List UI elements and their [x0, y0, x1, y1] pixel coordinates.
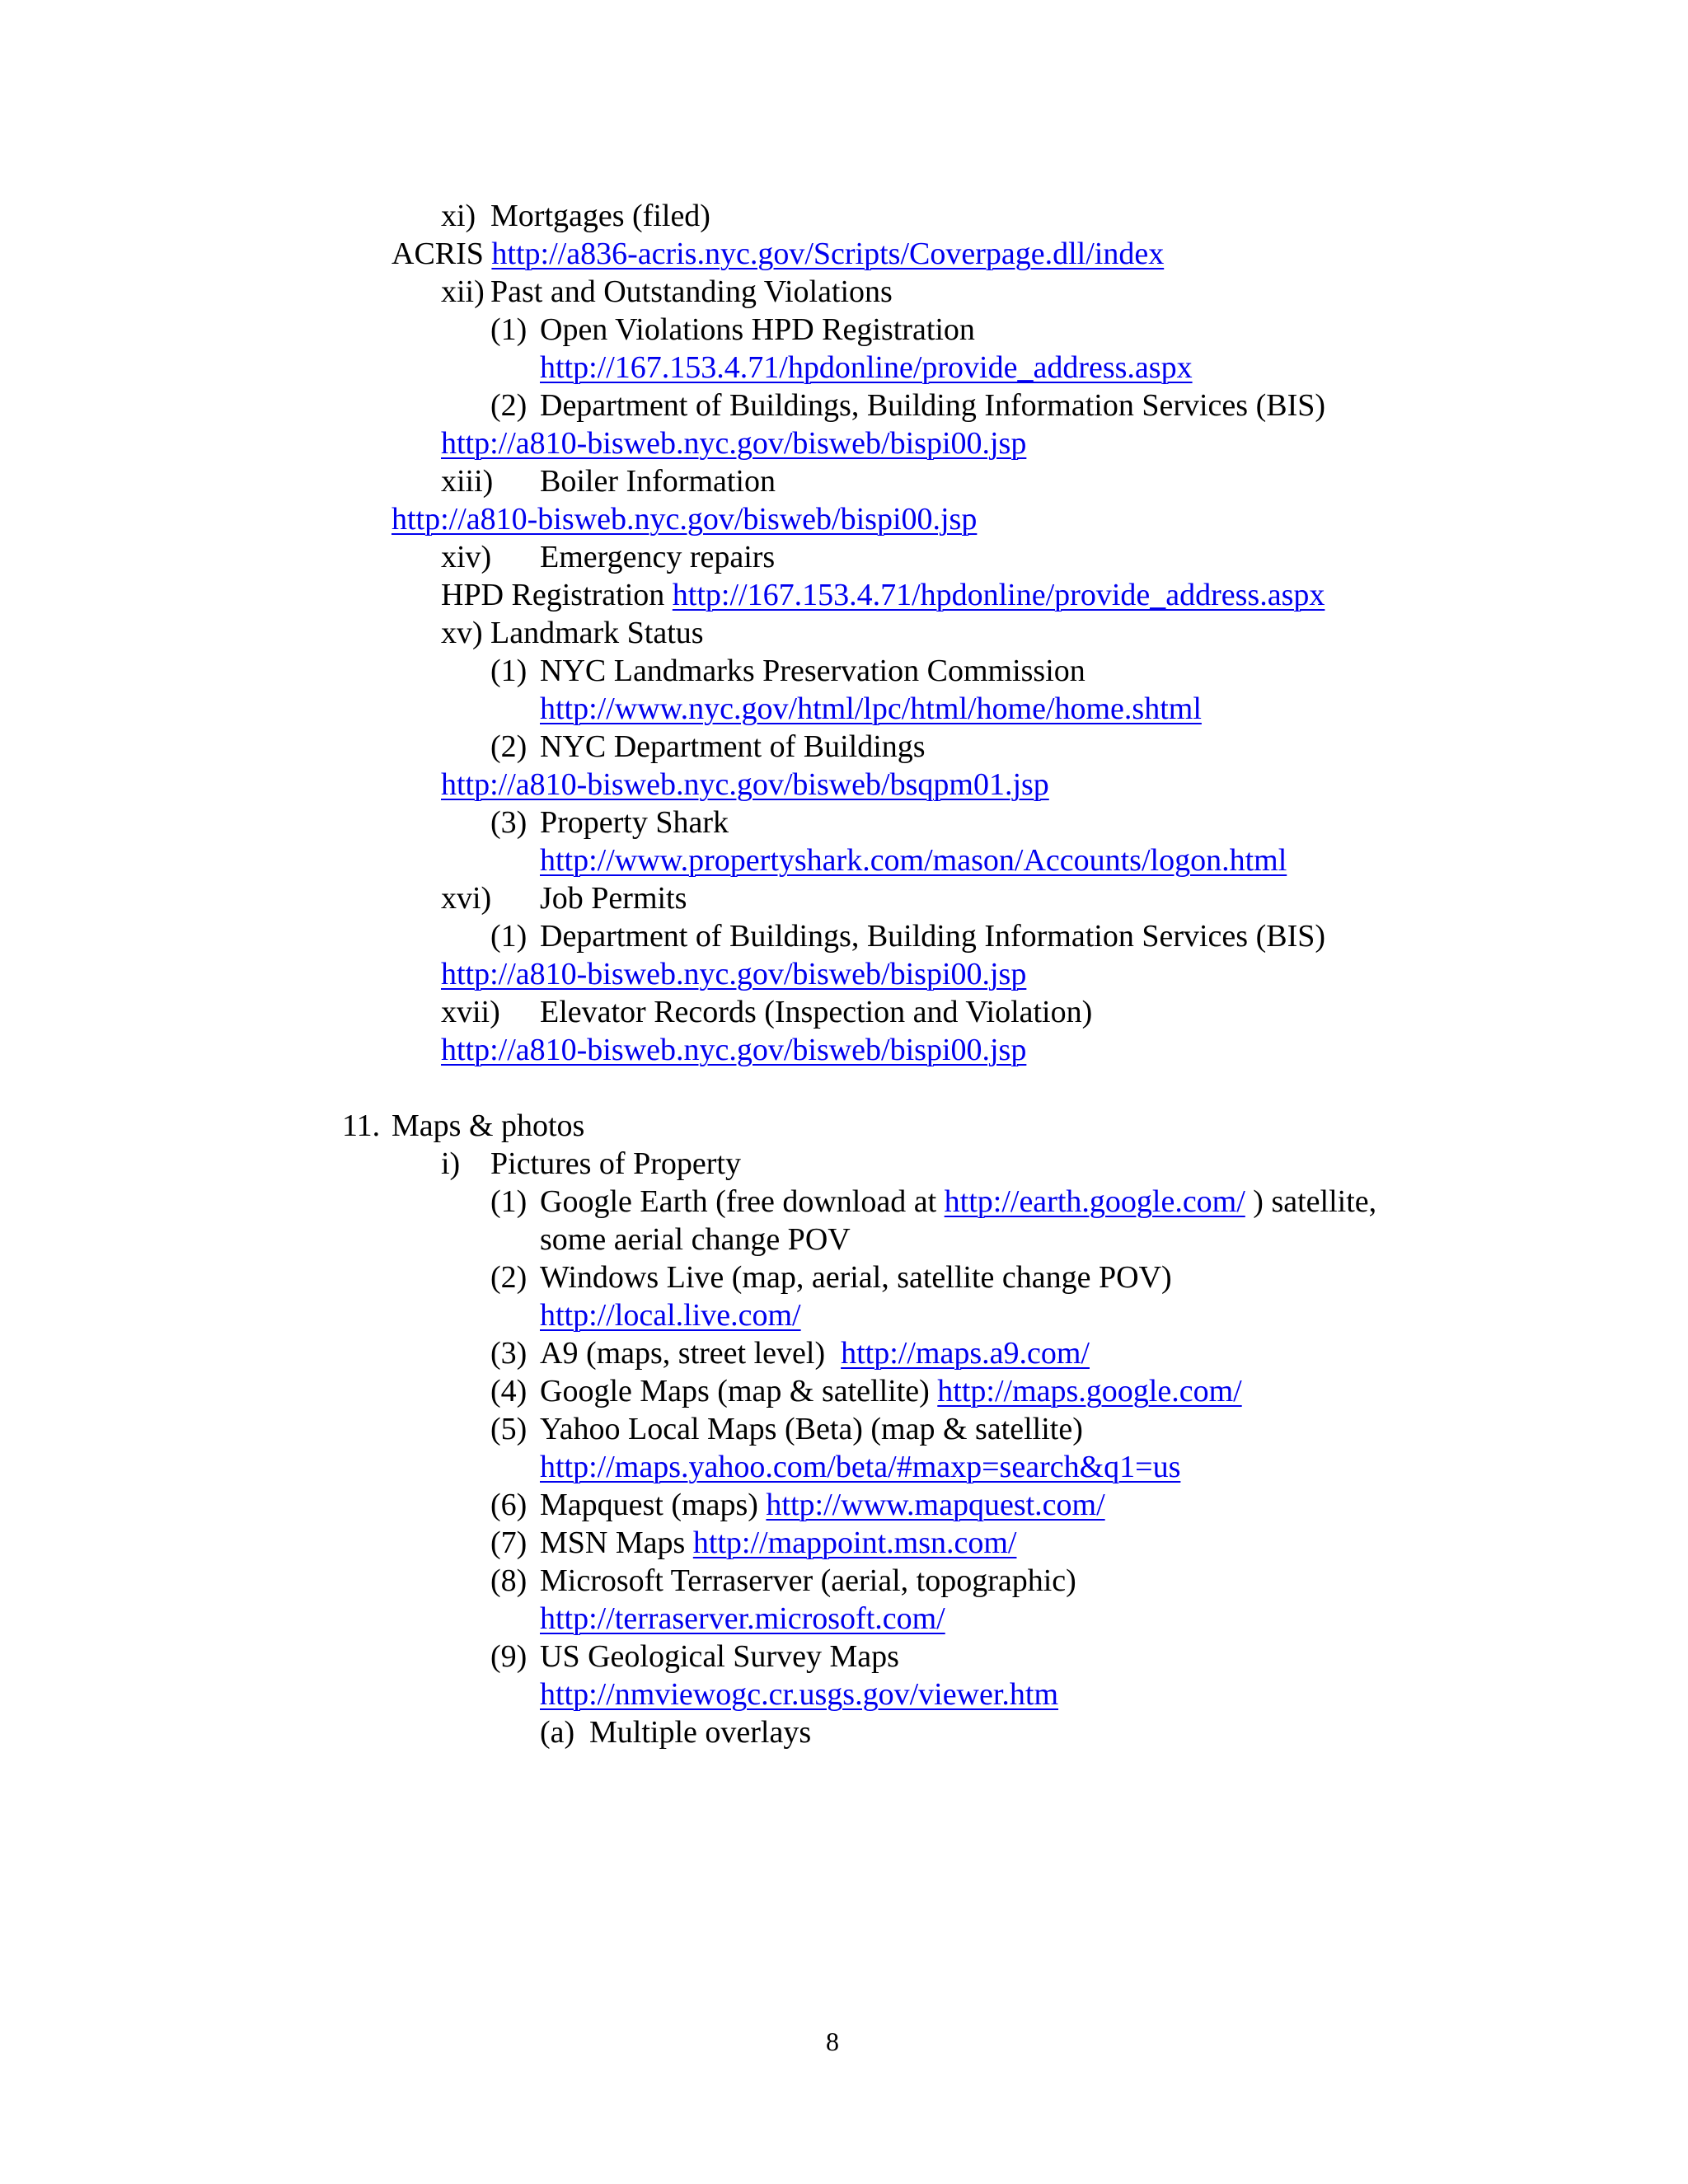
item-i-9: (9) US Geological Survey Maps	[490, 1639, 899, 1674]
propertyshark-link-line	[540, 841, 1287, 879]
lpc-link[interactable]: http://www.nyc.gov/html/lpc/html/home/home.shtml	[540, 691, 1202, 726]
item-i-8: (8) Microsoft Terraserver (aerial, topographic)	[490, 1563, 1076, 1598]
bsqpm-link-line	[441, 766, 1049, 804]
mapquest-link[interactable]: http://www.mapquest.com/	[766, 1488, 1105, 1522]
item-i-7: (7) MSN Maps http://mappoint.msn.com/	[490, 1526, 1017, 1560]
msn-maps-link[interactable]: http://mappoint.msn.com/	[692, 1526, 1017, 1560]
item-xi: xi) Mortgages (filed)	[441, 199, 710, 233]
boiler-bis-link[interactable]: http://a810-bisweb.nyc.gov/bisweb/bispi00.jsp	[392, 502, 978, 537]
item-xiv: xiv) Emergency repairs	[441, 540, 776, 574]
windows-live-link-line	[540, 1296, 801, 1334]
elevator-link-line	[441, 1031, 1026, 1069]
item-i-3: (3) A9 (maps, street level) http://maps.a9.com/	[490, 1336, 1090, 1371]
bis-link[interactable]: http://a810-bisweb.nyc.gov/bisweb/bispi00.jsp	[441, 426, 1027, 461]
lpc-link-line	[540, 690, 1202, 728]
hpd-registration-link[interactable]: http://167.153.4.71/hpdonline/provide_address.aspx	[672, 578, 1325, 612]
yahoo-maps-link[interactable]: http://maps.yahoo.com/beta/#maxp=search&q1=us	[540, 1450, 1181, 1484]
acris-link[interactable]: http://a836-acris.nyc.gov/Scripts/Coverpage.dll/index	[491, 237, 1165, 271]
hpd-registration-line: HPD Registration http://167.153.4.71/hpdonline/provide_address.aspx	[441, 578, 1325, 612]
boiler-link-line	[392, 500, 977, 538]
hpd-link-line-1	[540, 349, 1193, 387]
item-i-9-a: (a) Multiple overlays	[540, 1715, 812, 1750]
item-xii-1: (1) Open Violations HPD Registration	[490, 312, 975, 347]
item-xv-2: (2) NYC Department of Buildings	[490, 729, 926, 764]
yahoo-maps-link-line	[540, 1448, 1180, 1486]
item-xv: xv) Landmark Status	[441, 616, 704, 650]
page-number: 8	[826, 2027, 839, 2056]
terraserver-link-line	[540, 1600, 945, 1638]
item-i-6: (6) Mapquest (maps) http://www.mapquest.com/	[490, 1488, 1105, 1522]
a9-link[interactable]: http://maps.a9.com/	[841, 1336, 1090, 1371]
google-earth-link[interactable]: http://earth.google.com/	[944, 1184, 1245, 1219]
item-xii-2: (2) Department of Buildings, Building Information Services (BIS)	[490, 388, 1326, 423]
bsqpm-link[interactable]: http://a810-bisweb.nyc.gov/bisweb/bsqpm01.jsp	[441, 767, 1049, 802]
google-maps-link[interactable]: http://maps.google.com/	[937, 1374, 1242, 1408]
item-xvi-1: (1) Department of Buildings, Building Information Services (BIS)	[490, 919, 1326, 954]
elevator-bis-link[interactable]: http://a810-bisweb.nyc.gov/bisweb/bispi00.jsp	[441, 1033, 1027, 1067]
item-xv-1: (1) NYC Landmarks Preservation Commission	[490, 654, 1085, 688]
item-i-4: (4) Google Maps (map & satellite) http://maps.google.com/	[490, 1374, 1242, 1408]
item-xiii: xiii) Boiler Information	[441, 464, 776, 499]
item-i-5: (5) Yahoo Local Maps (Beta) (map & satellite)	[490, 1412, 1083, 1446]
bis-link-line-1	[441, 424, 1026, 462]
job-permits-link-line	[441, 955, 1026, 993]
item-i: i) Pictures of Property	[441, 1146, 741, 1181]
propertyshark-link[interactable]: http://www.propertyshark.com/mason/Accounts/logon.html	[540, 843, 1287, 878]
item-xvii: xvii) Elevator Records (Inspection and Violation)	[441, 995, 1093, 1029]
item-xv-3: (3) Property Shark	[490, 805, 729, 840]
windows-live-link[interactable]: http://local.live.com/	[540, 1298, 801, 1333]
item-i-1: (1) Google Earth (free download at http://earth.google.com/ ) satellite,	[490, 1184, 1377, 1219]
terraserver-link[interactable]: http://terraserver.microsoft.com/	[540, 1601, 945, 1636]
item-i-2: (2) Windows Live (map, aerial, satellite change POV)	[490, 1260, 1172, 1295]
usgs-link-line	[540, 1675, 1058, 1713]
acris-line: ACRIS http://a836-acris.nyc.gov/Scripts/Coverpage.dll/index	[392, 237, 1165, 271]
usgs-link[interactable]: http://nmviewogc.cr.usgs.gov/viewer.htm	[540, 1677, 1059, 1712]
section-11-heading: 11. Maps & photos	[342, 1108, 585, 1143]
item-xii: xii) Past and Outstanding Violations	[441, 274, 893, 309]
item-xvi: xvi) Job Permits	[441, 881, 687, 916]
item-i-1-cont: some aerial change POV	[540, 1222, 851, 1257]
job-permits-bis-link[interactable]: http://a810-bisweb.nyc.gov/bisweb/bispi00.jsp	[441, 957, 1027, 991]
hpd-online-link[interactable]: http://167.153.4.71/hpdonline/provide_address.aspx	[540, 350, 1193, 385]
